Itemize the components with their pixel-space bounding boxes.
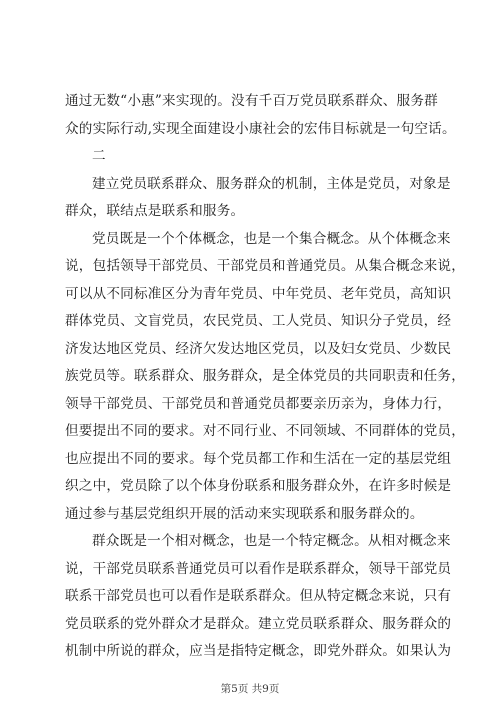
text-line: 通过无数“小惠”来实现的。没有千百万党员联系群众、服务群 [65, 93, 438, 109]
text-line: 济发达地区党员、经济欠发达地区党员，以及妇女党员、少数民 [65, 340, 452, 357]
text-line: 族党员等。联系群众、服务群众，是全体党员的共同职责和任务， [65, 368, 466, 384]
section-number: 二 [92, 148, 106, 164]
text-line: 联系干部党员也可以看作是联系群众。但从特定概念来说，只有 [65, 588, 452, 604]
paragraph-start: 群众既是一个相对概念，也是一个特定概念。从相对概念来 [92, 533, 451, 549]
text-line: 通过参与基层党组织开展的活动来实现联系和服务群众的。 [65, 505, 424, 522]
text-line: 众的实际行动,实现全面建设小康社会的宏伟目标就是一句空话。 [65, 120, 456, 137]
text-line: 说，干部党员联系普通党员可以看作是联系群众，领导干部党员 [65, 560, 452, 577]
text-line: 但要提出不同的要求。对不同行业、不同领域、不同群体的党员， [65, 423, 466, 439]
paragraph-start: 建立党员联系群众、服务群众的机制，主体是党员，对象是 [92, 175, 451, 192]
text-line: 也应提出不同的要求。每个党员都工作和生活在一定的基层党组 [65, 450, 452, 467]
text-line: 群体党员、文盲党员，农民党员、工人党员、知识分子党员，经 [65, 313, 452, 329]
text-line: 党员联系的党外群众才是群众。建立党员联系群众、服务群众的 [65, 615, 452, 632]
text-line: 织之中，党员除了以个体身份联系和服务群众外，在许多时候是 [65, 478, 452, 494]
body-text [65, 88, 466, 666]
text-line: 群众，联结点是联系和服务。 [65, 203, 245, 219]
text-line: 机制中所说的群众，应当是指特定概念，即党外群众。如果认为 [65, 643, 452, 659]
text-line: 可以从不同标准区分为青年党员、中年党员、老年党员，高知识 [65, 285, 452, 302]
text-line: 说，包括领导干部党员、干部党员和普通党员。从集合概念来说， [65, 258, 466, 274]
paragraph-start: 党员既是一个个体概念，也是一个集合概念。从个体概念来 [92, 230, 451, 247]
page-footer: 第5页 共9页 [220, 683, 280, 695]
text-line: 领导干部党员、干部党员和普通党员都要亲历亲为，身体力行， [65, 395, 452, 412]
